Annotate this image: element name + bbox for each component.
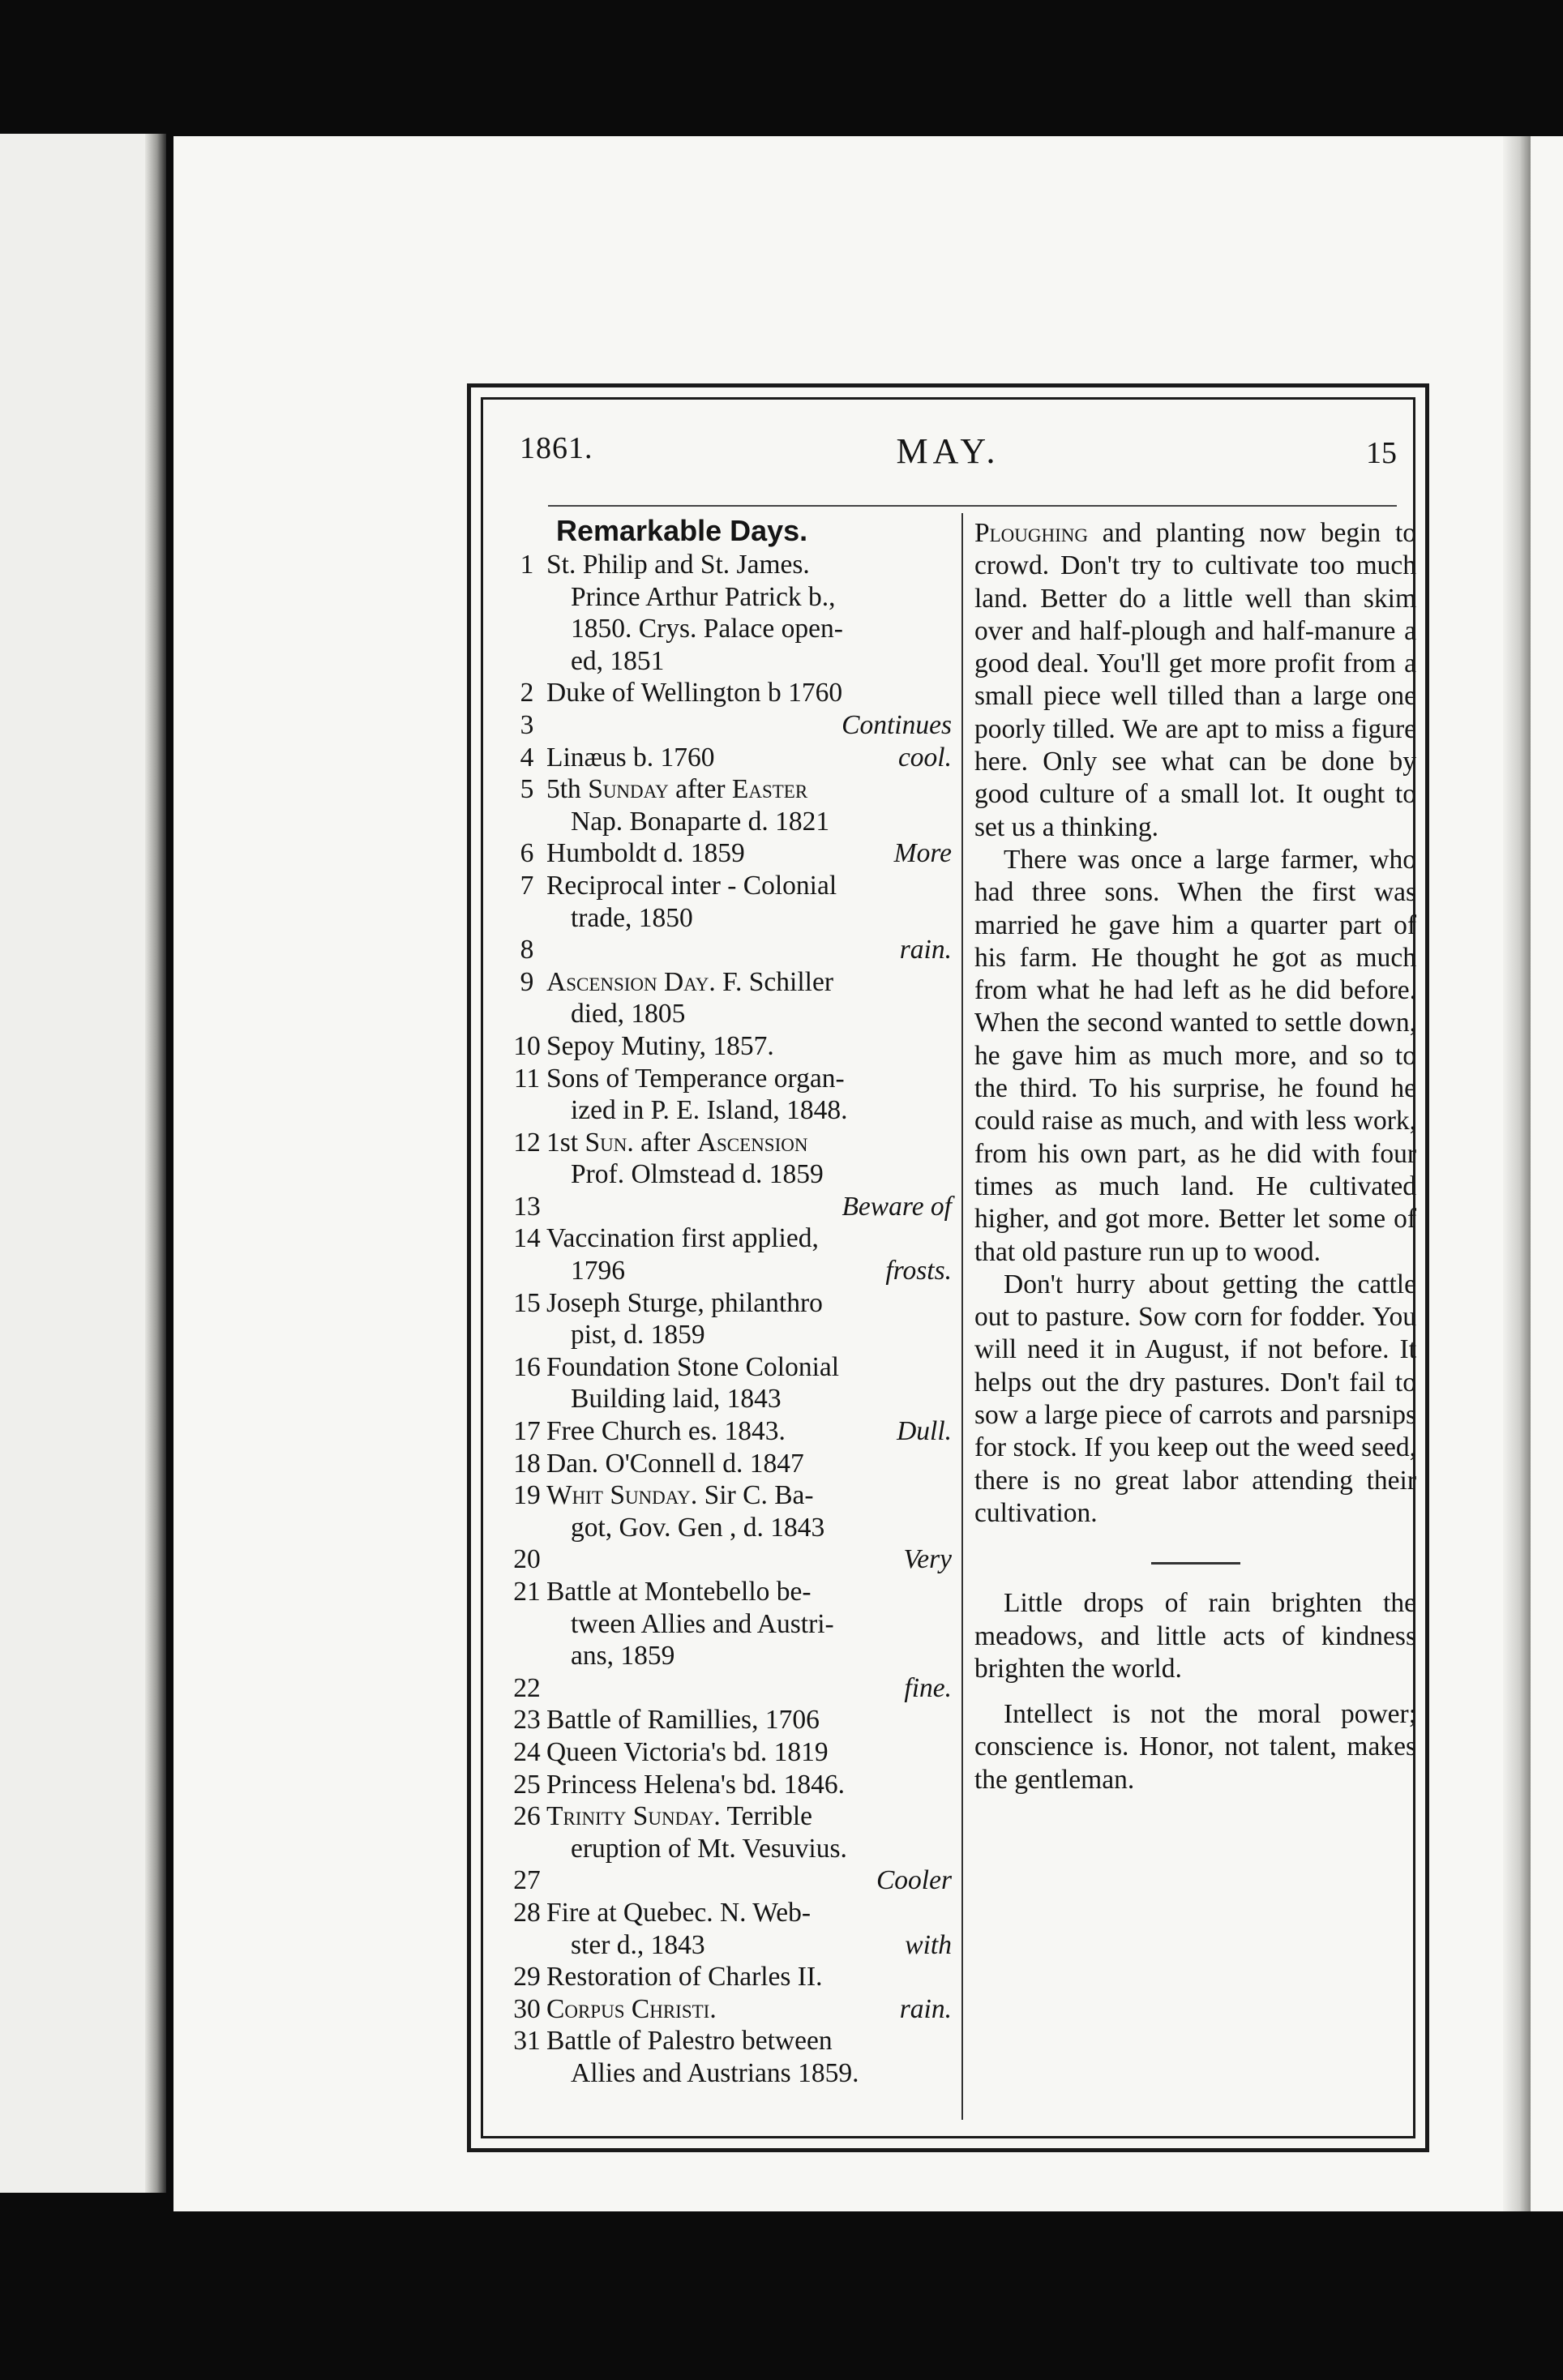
day-event-line: Trinity Sunday. Terrible [546,1801,813,1832]
weather-note: rain. [899,935,952,965]
day-number: 14 [513,1223,541,1254]
weather-note: Beware of [841,1191,952,1222]
weather-note: with [905,1929,952,1960]
day-number: 5 [520,774,534,805]
day-event-line: Corpus Christi. [546,1993,717,2024]
day-event-line: Prof. Olmstead d. 1859 [571,1159,824,1190]
weather-note: cool. [897,742,952,773]
day-event-line: Nap. Bonaparte d. 1821 [571,806,830,837]
day-number: 18 [513,1448,541,1479]
day-event [546,1479,953,1543]
day-event [546,966,953,1030]
day-entry [507,1800,953,1864]
day-event-line: Building laid, 1843 [571,1384,782,1415]
day-event-line: 1850. Crys. Palace open- [571,614,843,644]
proverb-paragraph: Intellect is not the moral power; conscience is. Honor, not talent, makes the gentleman. [974,1699,1416,1795]
day-event-line: got, Gov. Gen , d. 1843 [571,1512,825,1543]
day-entry [507,1704,953,1736]
day-number: 3 [520,709,534,740]
day-event [546,1769,953,1801]
day-event-line: ized in P. E. Island, 1848. [571,1095,848,1126]
day-entry [507,1351,953,1415]
day-event-line [546,1672,953,1705]
day-event [546,1993,953,2026]
day-event [546,1961,953,1993]
day-number: 20 [513,1544,541,1575]
day-event [546,934,953,966]
page-edge-shadow [1503,136,1531,2211]
day-event-line [546,934,953,966]
day-event [546,1063,953,1127]
day-event [546,1704,953,1736]
header-rule [548,505,1397,507]
day-number: 21 [513,1577,541,1607]
proverb-paragraph: Little drops of rain brighten the meadows, and little acts of kindness brighten the world. [974,1588,1416,1684]
day-number: 11 [513,1063,541,1094]
day-entry [507,742,953,774]
day-number: 2 [520,678,534,708]
day-event [546,1127,953,1191]
day-entry [507,1127,953,1191]
day-number: 29 [513,1962,541,1993]
weather-note: Cooler [876,1865,952,1896]
day-number: 30 [513,1993,541,2024]
article-paragraph: There was once a large farmer, who had three sons. When the first was married he gave him a quarter part of his farm. He thought he got as much from what he had left as he did before. When the second wanted to settle down, he gave him as much more, and so to the third. To his surprise, he found he could raise as much, and with less work, from his own part, as he did with four times as much land. He cultivated higher, and got more. Better let some of that old pasture run up to wood. [974,844,1416,1267]
day-number: 25 [513,1769,541,1800]
day-event-line: 1st Sun. after Ascension [546,1127,808,1158]
day-entry [507,1063,953,1127]
article-paragraph: Don't hurry about getting the cattle out to pasture. Sow corn for fodder. You will need it in August, if not before. It helps out the dry pastures. Don't fail to sow a large piece of carrots and parsnips for stock. If you keep out the weed seed, there is no great labor attending their cultivation. [974,1269,1416,1528]
day-event-line: pist, d. 1859 [571,1320,705,1351]
day-entry [507,934,953,966]
page-border [467,383,1429,2152]
day-event-line: Battle at Montebello be- [546,1577,811,1607]
day-number: 4 [520,742,534,773]
day-entry [507,1287,953,1351]
day-event-line: Sons of Temperance organ- [546,1063,845,1094]
day-event [546,1800,953,1864]
day-event-line: tween Allies and Austri- [571,1608,834,1639]
day-event-line: Duke of Wellington b 1760 [546,678,843,708]
day-event [546,1736,953,1769]
day-event-line [546,1543,953,1576]
day-number: 12 [513,1127,541,1158]
day-event [546,677,953,709]
day-event [546,1576,953,1672]
day-event [546,549,953,677]
article-column [974,517,1416,1796]
day-entry [507,870,953,934]
day-event-line: Battle of Palestro between [546,2026,833,2057]
article-lead-word: Ploughing [974,518,1088,548]
day-entry [507,966,953,1030]
day-event-line: St. Philip and St. James. [546,550,810,580]
day-event-line: ans, 1859 [571,1641,675,1672]
page-number: 15 [1366,436,1397,470]
day-number: 17 [513,1416,541,1447]
day-number: 22 [513,1672,541,1703]
day-event-line: Vaccination first applied, [546,1223,819,1254]
day-event-line: Dan. O'Connell d. 1847 [546,1448,804,1479]
day-event-line: Joseph Sturge, philanthro [546,1287,823,1318]
day-event-line: eruption of Mt. Vesuvius. [571,1833,847,1864]
day-event [546,1351,953,1415]
day-event-line: Humboldt d. 1859 [546,838,745,869]
day-event-line: Sepoy Mutiny, 1857. [546,1030,774,1061]
day-entry [507,1543,953,1576]
day-event-line: ed, 1851 [571,645,665,676]
day-entry [507,1769,953,1801]
day-event-line: 5th Sunday after Easter [546,774,808,805]
weather-note: Very [903,1544,952,1575]
almanac-page [173,136,1563,2211]
weather-note: rain. [899,1993,952,2024]
day-number: 15 [513,1287,541,1318]
day-event-line: Battle of Ramillies, 1706 [546,1705,820,1736]
weather-note: More [893,838,952,869]
day-entry [507,1897,953,1961]
day-entry [507,677,953,709]
weather-note: Continues [841,709,952,740]
day-number: 24 [513,1736,541,1767]
day-entry [507,1672,953,1705]
day-event [546,870,953,934]
day-entry [507,1576,953,1672]
day-entry [507,773,953,837]
day-number: 28 [513,1897,541,1928]
day-event [546,1543,953,1576]
day-number: 23 [513,1705,541,1736]
day-event [546,1030,953,1063]
day-entry [507,1993,953,2026]
day-event-line: Ascension Day. F. Schiller [546,966,833,997]
section-separator [1151,1562,1240,1565]
day-event [546,1448,953,1480]
header-month: MAY. [896,431,1000,471]
day-event-line: died, 1805 [571,999,686,1029]
weather-note: Dull. [897,1416,952,1447]
remarkable-days-list [507,549,953,2090]
column-divider [961,513,963,2120]
day-event [546,2025,953,2089]
day-number: 1 [520,550,534,580]
day-event-line: Princess Helena's bd. 1846. [546,1769,845,1800]
day-entry [507,1415,953,1448]
day-event-line: trade, 1850 [571,902,693,933]
day-number: 6 [520,838,534,869]
day-number: 10 [513,1030,541,1061]
day-entry [507,709,953,742]
day-event [546,1897,953,1961]
day-event-line: Reciprocal inter - Colonial [546,870,837,901]
weather-note: fine. [904,1672,952,1703]
day-entry [507,1448,953,1480]
day-event-line: 1796 [571,1256,625,1286]
day-event [546,742,953,774]
day-event-line: Queen Victoria's bd. 1819 [546,1736,829,1767]
day-event [546,1287,953,1351]
day-event [546,1672,953,1705]
day-entry [507,1030,953,1063]
remarkable-days-column [507,513,953,2090]
inner-border [481,397,1415,2138]
day-entry [507,1222,953,1286]
day-entry [507,2025,953,2089]
day-event-line: Whit Sunday. Sir C. Ba- [546,1480,814,1511]
day-event [546,837,953,870]
day-event-line: Foundation Stone Colonial [546,1351,840,1382]
day-event-line: Fire at Quebec. N. Web- [546,1897,811,1928]
day-entry [507,1479,953,1543]
day-event-line: ster d., 1843 [571,1929,705,1960]
weather-note: frosts. [885,1256,952,1286]
header-year: 1861. [520,431,593,465]
day-event-line: Prince Arthur Patrick b., [571,581,836,612]
day-number: 9 [520,966,534,997]
day-entry [507,549,953,677]
day-entry [507,1191,953,1223]
article-text: and planting now begin to crowd. Don't try to cultivate too much land. Better do a little well than skim over and half-plough and half-manure a good deal. You'll get more profit from a small piece well tilled than a large one poorly tilled. We are apt to miss a figure here. Only see what can be done by good culture of a small lot. It ought to set us a thinking. [974,518,1416,842]
day-number: 31 [513,2026,541,2057]
day-event [546,1415,953,1448]
article-paragraph [974,517,1416,844]
day-number: 26 [513,1801,541,1832]
day-event-line: Linæus b. 1760 [546,742,715,773]
day-event [546,773,953,837]
day-event-line: Allies and Austrians 1859. [571,2057,859,2088]
day-event-line: Free Church es. 1843. [546,1416,786,1447]
day-number: 19 [513,1480,541,1511]
remarkable-days-heading: Remarkable Days. [556,514,808,547]
day-number: 8 [520,935,534,965]
day-number: 7 [520,870,534,901]
day-entry [507,837,953,870]
day-event-line: Restoration of Charles II. [546,1962,823,1993]
adjacent-page-edge [0,134,166,2193]
day-number: 27 [513,1865,541,1896]
page-header [483,430,1413,479]
day-entry [507,1961,953,1993]
day-entry [507,1736,953,1769]
day-number: 13 [513,1191,541,1222]
day-number: 16 [513,1351,541,1382]
day-entry [507,1864,953,1897]
